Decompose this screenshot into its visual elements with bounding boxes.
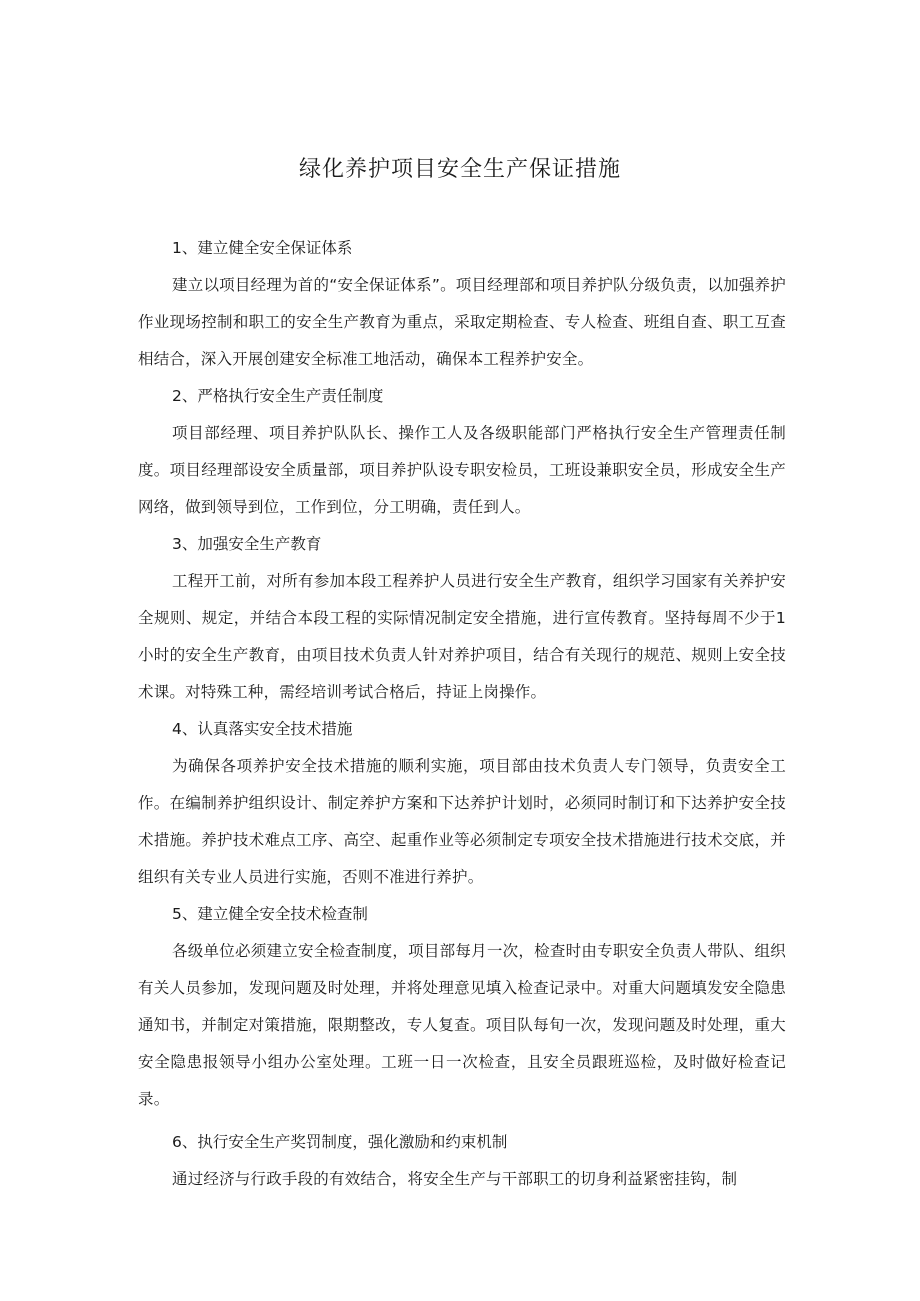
section-body-2: 项目部经理、项目养护队队长、操作工人及各级职能部门严格执行安全生产管理责任制度。项目经理部设安全质量部，项目养护队设专职安检员，工班设兼职安全员，形成安全生产网络，做到领导到位，工作到位，分工明确，责任到人。 bbox=[138, 424, 786, 516]
section-heading-4: 4、认真落实安全技术措施 bbox=[172, 720, 353, 738]
section-body-5: 各级单位必须建立安全检查制度，项目部每月一次，检查时由专职安全负责人带队、组织有关人员参加，发现问题及时处理，并将处理意见填入检查记录中。对重大问题填发安全隐患通知书，并制定对策措施，限期整改，专人复查。项目队每旬一次，发现问题及时处理，重大安全隐患报领导小组办公室处理。工班一日一次检查，且安全员跟班巡检，及时做好检查记录。 bbox=[138, 942, 786, 1108]
section-heading-1: 1、建立健全安全保证体系 bbox=[172, 239, 353, 257]
section-body-4: 为确保各项养护安全技术措施的顺利实施，项目部由技术负责人专门领导，负责安全工作。在编制养护组织设计、制定养护方案和下达养护计划时，必须同时制订和下达养护安全技术措施。养护技术难点工序、高空、起重作业等必须制定专项安全技术措施进行技术交底，并组织有关专业人员进行实施，否则不准进行养护。 bbox=[138, 757, 786, 886]
section-body-6: 通过经济与行政手段的有效结合，将安全生产与干部职工的切身利益紧密挂钩，制 bbox=[172, 1170, 738, 1188]
section-heading-3: 3、加强安全生产教育 bbox=[172, 535, 322, 553]
document-title: 绿化养护项目安全生产保证措施 bbox=[298, 157, 621, 182]
section-heading-6: 6、执行安全生产奖罚制度，强化激励和约束机制 bbox=[172, 1133, 508, 1151]
section-body-1: 建立以项目经理为首的“安全保证体系”。项目经理部和项目养护队分级负责，以加强养护作业现场控制和职工的安全生产教育为重点，采取定期检查、专人检查、班组自查、职工互查相结合，深入开展创建安全标准工地活动，确保本工程养护安全。 bbox=[138, 276, 786, 368]
section-body-3: 工程开工前，对所有参加本段工程养护人员进行安全生产教育，组织学习国家有关养护安全规则、规定，并结合本段工程的实际情况制定安全措施，进行宣传教育。坚持每周不少于1小时的安全生产教育，由项目技术负责人针对养护项目，结合有关现行的规范、规则上安全技术课。对特殊工种，需经培训考试合格后，持证上岗操作。 bbox=[138, 572, 786, 701]
document-body bbox=[138, 230, 786, 1198]
section-heading-2: 2、严格执行安全生产责任制度 bbox=[172, 387, 384, 405]
section-heading-5: 5、建立健全安全技术检查制 bbox=[172, 905, 368, 923]
